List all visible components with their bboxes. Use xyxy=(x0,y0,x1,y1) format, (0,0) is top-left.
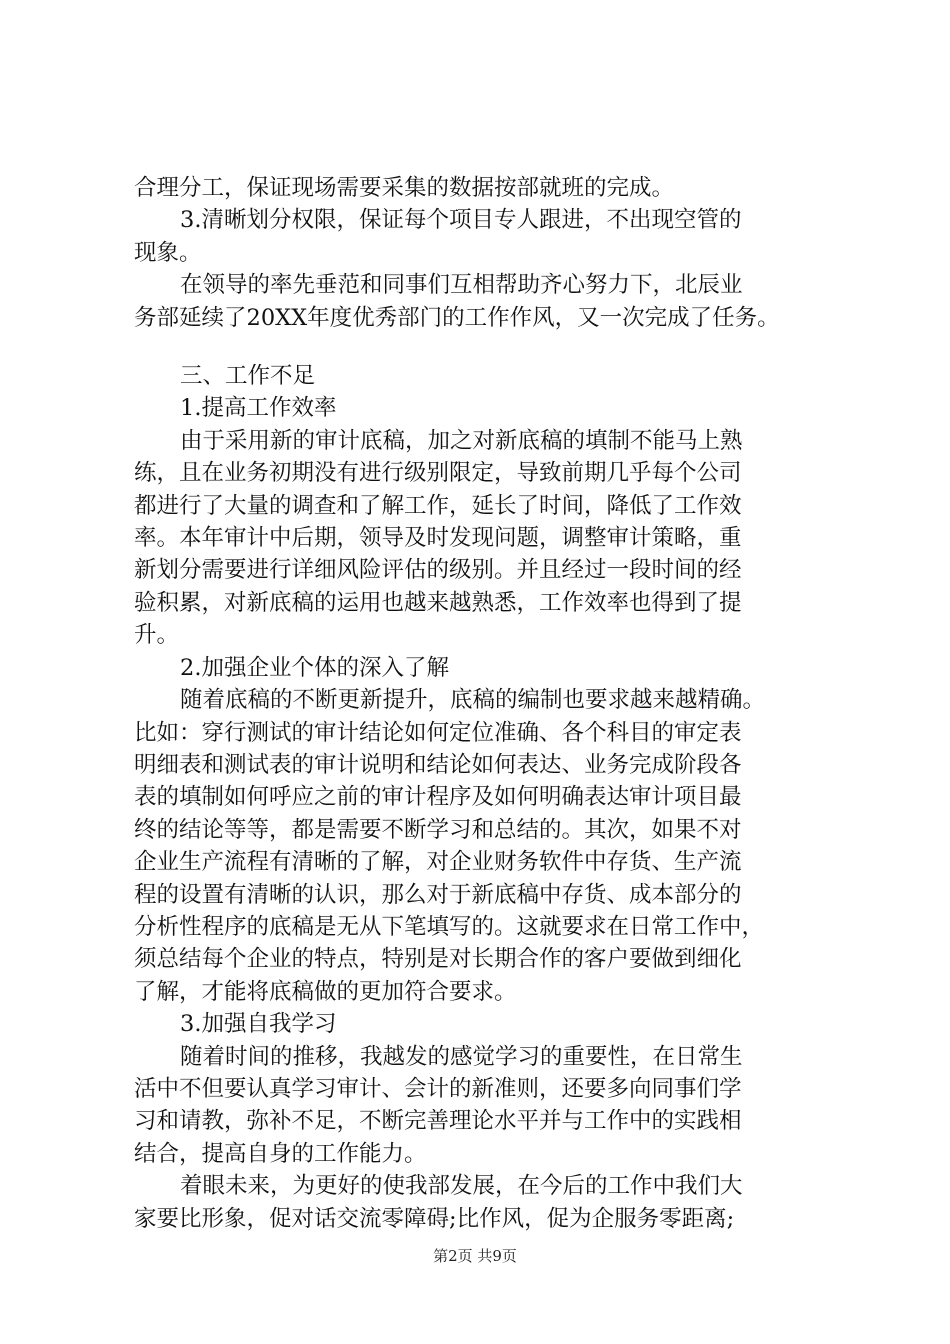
text-line: 企业生产流程有清晰的了解，对企业财务软件中存货、生产流 xyxy=(134,849,742,876)
text-line: 习和请教，弥补不足，不断完善理论水平并与工作中的实践相 xyxy=(134,1108,742,1135)
subsection-heading: 1.提高工作效率 xyxy=(180,395,337,422)
text-line: 升。 xyxy=(134,622,180,649)
text-line: 比如：穿行测试的审计结论如何定位准确、各个科目的审定表 xyxy=(134,719,742,746)
text-line: 须总结每个企业的特点，特别是对长期合作的客户要做到细化 xyxy=(134,946,742,973)
text-line: 程的设置有清晰的认识，那么对于新底稿中存货、成本部分的 xyxy=(134,881,742,908)
subsection-heading: 2.加强企业个体的深入了解 xyxy=(180,654,449,681)
text-line: 都进行了大量的调查和了解工作，延长了时间，降低了工作效 xyxy=(134,492,742,519)
text-line: 务部延续了20XX年度优秀部门的工作作风，又一次完成了任务。 xyxy=(134,304,780,331)
text-line: 合理分工，保证现场需要采集的数据按部就班的完成。 xyxy=(134,175,675,201)
page-number-footer: 第2页 共9页 xyxy=(433,1247,517,1265)
document-body xyxy=(134,172,834,1235)
text-line: 明细表和测试表的审计说明和结论如何表达、业务完成阶段各 xyxy=(134,751,742,778)
text-line: 活中不但要认真学习审计、会计的新准则，还要多向同事们学 xyxy=(134,1075,742,1102)
paragraph-start: 由于采用新的审计底稿，加之对新底稿的填制不能马上熟 xyxy=(180,427,743,454)
text-line: 结合，提高自身的工作能力。 xyxy=(134,1140,427,1167)
text-line: 分析性程序的底稿是无从下笔填写的。这就要求在日常工作中， xyxy=(134,913,765,940)
text-line: 现象。 xyxy=(134,239,202,266)
text-line: 家要比形象，促对话交流零障碍;比作风，促为企服务零距离; xyxy=(134,1205,735,1232)
list-item: 3.清晰划分权限，保证每个项目专人跟进，不出现空管的 xyxy=(180,207,742,234)
text-line: 新划分需要进行详细风险评估的级别。并且经过一段时间的经 xyxy=(134,557,742,584)
text-line: 验积累，对新底稿的运用也越来越熟悉，工作效率也得到了提 xyxy=(134,589,742,616)
paragraph-start: 在领导的率先垂范和同事们互相帮助齐心努力下，北辰业 xyxy=(180,272,743,299)
paragraph-start: 着眼未来，为更好的使我部发展，在今后的工作中我们大 xyxy=(180,1173,743,1200)
text-line: 了解，才能将底稿做的更加符合要求。 xyxy=(134,978,517,1005)
section-heading: 三、工作不足 xyxy=(180,363,316,390)
subsection-heading: 3.加强自我学习 xyxy=(180,1011,337,1038)
text-line: 表的填制如何呼应之前的审计程序及如何明确表达审计项目最 xyxy=(134,784,742,811)
paragraph-start: 随着时间的推移，我越发的感觉学习的重要性，在日常生 xyxy=(180,1043,743,1070)
text-line: 率。本年审计中后期，领导及时发现问题，调整审计策略，重 xyxy=(134,525,742,552)
text-line: 终的结论等等，都是需要不断学习和总结的。其次，如果不对 xyxy=(134,816,742,843)
text-line: 练，且在业务初期没有进行级别限定，导致前期几乎每个公司 xyxy=(134,460,742,487)
paragraph-start: 随着底稿的不断更新提升，底稿的编制也要求越来越精确。 xyxy=(180,687,766,714)
